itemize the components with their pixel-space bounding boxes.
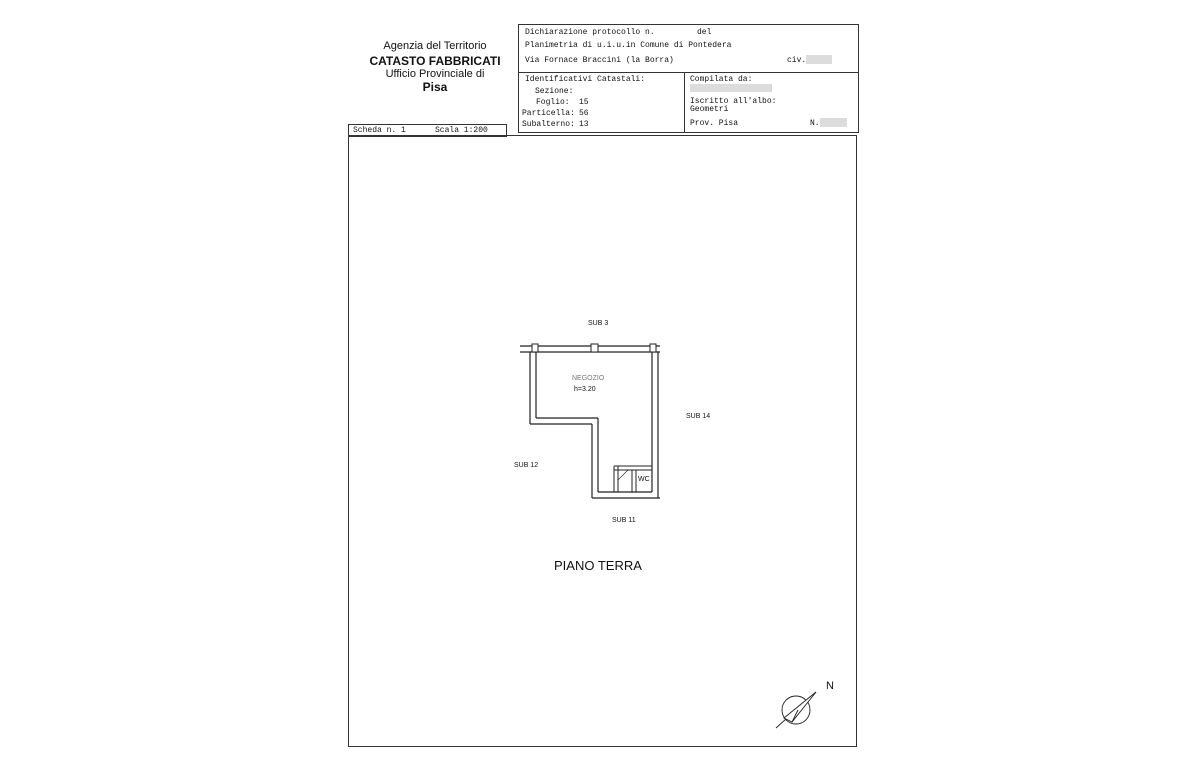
- sub-east-label: SUB 14: [686, 413, 711, 420]
- agency-name: Agenzia del Territorio: [383, 40, 487, 52]
- del-label: del: [697, 28, 712, 37]
- header-declaration-box: [518, 24, 859, 73]
- n-redacted: [820, 118, 847, 127]
- wc-label: WC: [638, 476, 650, 483]
- sub-south-label: SUB 11: [612, 517, 636, 524]
- subalterno-label: Subalterno:: [522, 120, 575, 129]
- protocol-label: Dichiarazione protocollo n.: [525, 28, 655, 37]
- catasto-title: CATASTO FABBRICATI: [369, 54, 501, 68]
- identificativi-box: [518, 72, 685, 133]
- agency-heading: [360, 40, 510, 94]
- sub-north-label: SUB 3: [588, 320, 609, 327]
- north-label: N: [826, 680, 834, 692]
- foglio-value: 15: [579, 98, 589, 107]
- sub-west-label: SUB 12: [514, 462, 539, 469]
- floor-label: PIANO TERRA: [554, 558, 642, 573]
- civ-redacted: [806, 55, 832, 64]
- compiler-redacted: [690, 84, 772, 92]
- particella-label: Particella:: [522, 109, 575, 118]
- identificativi-title: Identificativi Catastali:: [525, 75, 646, 84]
- floor-plan: [500, 330, 700, 520]
- prov-label: Prov. Pisa: [690, 119, 739, 128]
- iscritto-value: Geometri: [690, 105, 729, 114]
- province-name: Pisa: [422, 80, 448, 94]
- particella-value: 56: [579, 109, 589, 118]
- foglio-label: Foglio:: [536, 98, 570, 107]
- scala-label: Scala 1:200: [435, 126, 488, 135]
- sezione-label: Sezione:: [535, 87, 574, 96]
- north-arrow-icon: [772, 686, 824, 732]
- address-text: Via Fornace Braccini (la Borra): [525, 56, 674, 65]
- civ-label: civ.: [787, 56, 807, 65]
- n-label: N.: [810, 119, 820, 128]
- compilata-title: Compilata da:: [690, 75, 753, 84]
- room-height: h=3.20: [574, 386, 596, 393]
- ufficio-label: Ufficio Provinciale di: [385, 68, 485, 80]
- compilata-box: [684, 72, 859, 133]
- scheda-label: Scheda n. 1: [353, 126, 406, 135]
- subalterno-value: 13: [579, 120, 589, 129]
- room-name: NEGOZIO: [572, 375, 605, 382]
- iscritto-label: Iscritto all'albo:: [690, 97, 777, 106]
- planimetria-text: Planimetria di u.i.u.in Comune di Pontedera: [525, 41, 732, 50]
